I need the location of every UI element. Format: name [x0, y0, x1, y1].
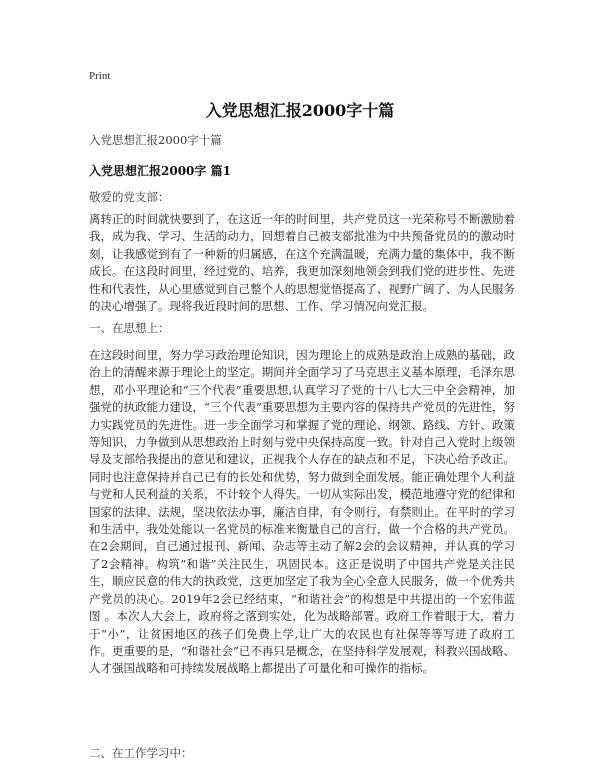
paragraph-intro: 离转正的时间就快要到了，在这近一年的时间里，共产党员这一光荣称号不断激励着我，成为我、学习、生活的动力，回想着自己被支部批准为中共预备党员的的激动时刻，让我感觉到有了一种新的归属感，在这个充满温暖，充满力量的集体中，我不断成长。在这段时间里，经过党的、培养，我更加深刻地领会到我们党的进步性、先进性和代表性，从心里感觉到自己整个人的思想觉悟提高了、视野广阔了、为人民服务的决心增强了。现将我近段时间的思想、工作、学习情况向党汇报。: [89, 212, 515, 314]
paragraph-ideology: 在这段时间里，努力学习政治理论知识，因为理论上的成熟是政治上成熟的基础，政治上的清醒来源于理论上的坚定。期间并全面学习了马克思主义基本原理，毛泽东思想，邓小平理论和“三个代表”重要思想,认真学习了党的十八七大三中全会精神，加强党的执政能力建设，“三个代表”重要思想为主要内容的保持共产党员的先进性，努力实践党员的先进性。进一步全面学习和掌握了党的理论、纲领、路线、方针、政策等知识，力争做到从思想政治上时刻与党中央保持高度一致。针对自己入党时上级领导及支部给我提出的意见和建议，正视我个人存在的缺点和不足，下决心给予改正。同时也注意保持并自己已有的长处和优势，努力做到全面发展。能正确处理个人利益与党和人民利益的关系，不计较个人得失。一切从实际出发，模范地遵守党的纪律和国家的法律、法规，坚决依法办事，廉洁自律，有令则行，有禁则止。在平时的学习和生活中，我处处能以一名党员的标准来衡量自己的言行，做一个合格的共产党员。在2会期间，自己通过报刊、新闻、杂志等主动了解2会的会议精神，并认真的学习了2会精神。构筑“和谐”关注民生，巩固民本。这正是说明了中国共产党是关注民生，顺应民意的伟大的执政党，这更加坚定了我为全心全意人民服务，做一个优秀共产党员的决心。2019年2会已经结束，“和谐社会”的构想是中共提出的一个宏伟蓝图 。本次人大会上，政府将之落到实处，化为战略部署。政府工作着眼于大，着力于“小”，让贫困地区的孩子们免费上学,让广大的农民也有社保等等写进了政府工作。更重要的是，“和谐社会”已不再只是概念，在坚持科学发展观，科教兴国战略、人才强国战略和可持续发展战略上都提出了可量化和可操作的指标。: [89, 348, 515, 676]
heading-work-study: 二、在工作学习中：: [89, 746, 193, 760]
document-subtitle: 入党思想汇报2000字十篇: [89, 133, 222, 147]
print-label[interactable]: Print: [89, 70, 111, 82]
section-title: 入党思想汇报2000字 篇1: [89, 164, 231, 178]
salutation: 敬爱的党支部：: [89, 190, 170, 204]
heading-ideology: 一、在思想上：: [89, 321, 170, 335]
document-title: 入党思想汇报2000字十篇: [205, 101, 395, 120]
